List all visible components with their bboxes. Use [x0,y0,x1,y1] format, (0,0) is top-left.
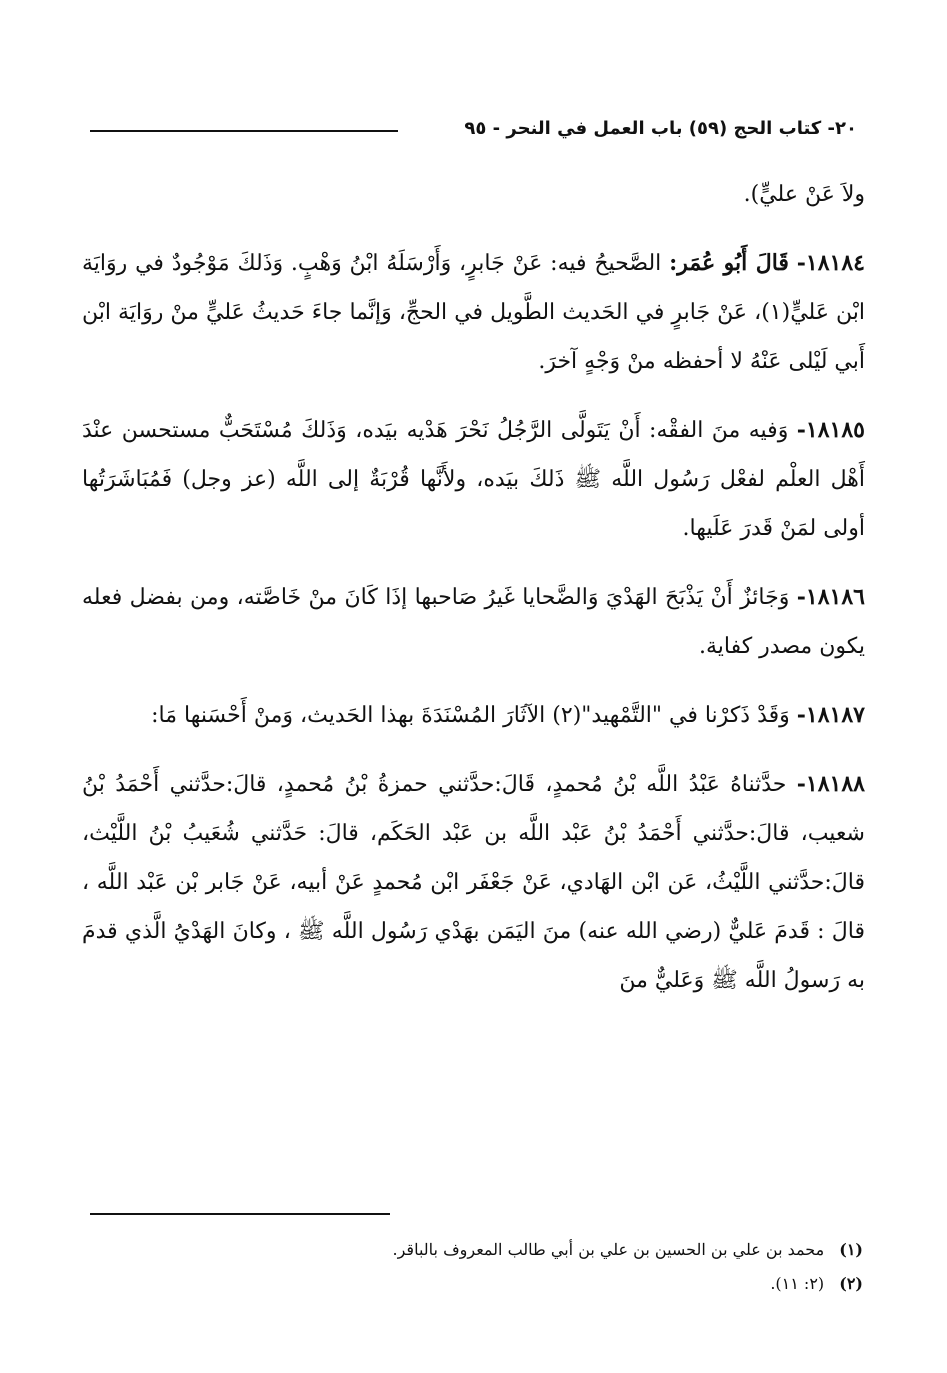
paragraph-number: ١٨١٨٤- [796,250,865,276]
paragraph-18187 [82,691,865,740]
paragraph-number: ١٨١٨٥- [796,417,865,443]
paragraph-18184 [82,239,865,386]
paragraph-text: وَجَائزٌ أَنْ يَذْبَحَ الهَدْيَ وَالضَّحايا غَيرُ صَاحبها إذَا كَانَ منْ خَاصَّته، ومن بفضل فعله يكون مصدر كفاية. [82,585,865,659]
paragraph-text: وَقَدْ ذَكرْنا في "التَّمْهيد"(٢) الآثَارَ المُسْنَدَةَ بهذا الحَديث، وَمنْ أَحْسَنها مَا: [151,703,790,728]
footnote-text: (٢: ١١). [770,1274,825,1293]
footnote-number: (١) [839,1240,863,1259]
paragraph-label: قَالَ أَبُو عُمَر: [669,250,789,276]
paragraph-18188 [82,760,865,1005]
paragraph-18186 [82,573,865,671]
footnote-2 [84,1267,863,1301]
footnote-1 [84,1233,863,1267]
footnote-text: محمد بن علي بن الحسين بن علي بن أبي طالب المعروف بالباقر. [392,1240,825,1259]
footnotes [84,1233,863,1301]
paragraph-text: الصَّحيحُ فيه: عَنْ جَابرٍ، وَأَرْسَلَهُ ابْنُ وَهْبٍ. وَذَلكَ مَوْجُودٌ في روَايَة ابْن عَليٍّ(١)، عَنْ جَابرٍ في الحَديث الطَّويل في الحجِّ، وَإنَّما جاءَ حَديثُ عَليٍّ منْ روَايَة ابْن أَبي لَيْلى عَنْهُ لا أحفظه منْ وَجْهٍ آخرَ. [82,251,865,374]
paragraph-18185 [82,406,865,553]
paragraph-number: ١٨١٨٧- [796,702,865,728]
paragraph-number: ١٨١٨٨- [796,771,865,797]
paragraph-continuation [82,170,865,219]
running-header [90,108,857,148]
header-title: ٢٠- كتاب الحج (٥٩) باب العمل في النحر - ٩٥ [464,117,857,139]
header-rule [90,130,398,132]
paragraph-text: حدَّثناهُ عَبْدُ اللَّه بْنُ مُحمدٍ، قَالَ:حدَّثني حمزةُ بْنُ مُحمدٍ، قالَ:حدَّثني أَحْمَدُ بْنُ شعيب، قالَ:حدَّثني أَحْمَدُ بْنُ عَبْد اللَّه بن عَبْد الحَكَم، قالَ: حَدَّثني شُعَيبُ بْنُ اللَّيْث، قالَ:حدَّثني اللَّيْثُ، عَن ابْن الهَادي، عَنْ جَعْفَر ابْن مُحمدٍ عَنْ أبيه، عَنْ جَابر بْن عَبْد اللَّه ، قالَ : قَدمَ عَليٌّ (رضي الله عنه) منَ اليَمَن بهَدْي رَسُول اللَّه ﷺ ، وكانَ الهَدْيُ الَّذي قدمَ به رَسولُ اللَّه ﷺ وَعَليٌّ منَ [82,772,865,993]
paragraph-text: ولاَ عَنْ عليٍّ). [743,182,865,207]
main-text [82,170,865,1005]
footnote-rule [90,1213,390,1215]
paragraph-number: ١٨١٨٦- [796,584,865,610]
paragraph-text: وَفيه منَ الفقْه: أَنْ يَتَولَّى الرَّجُلُ نَحْرَ هَدْيه بيَده، وَذَلكَ مُسْتَحَبٌّ مستحسن عنْدَ أَهْل العلْم لفعْل رَسُول اللَّه ﷺ ذَلكَ بيَده، ولأَنَّها قُرْبَةٌ إلى اللَّه (عز وجل) فَمُبَاشَرَتُها أولى لمَنْ قَدرَ عَلَيها. [82,418,865,541]
footnote-number: (٢) [839,1274,863,1293]
